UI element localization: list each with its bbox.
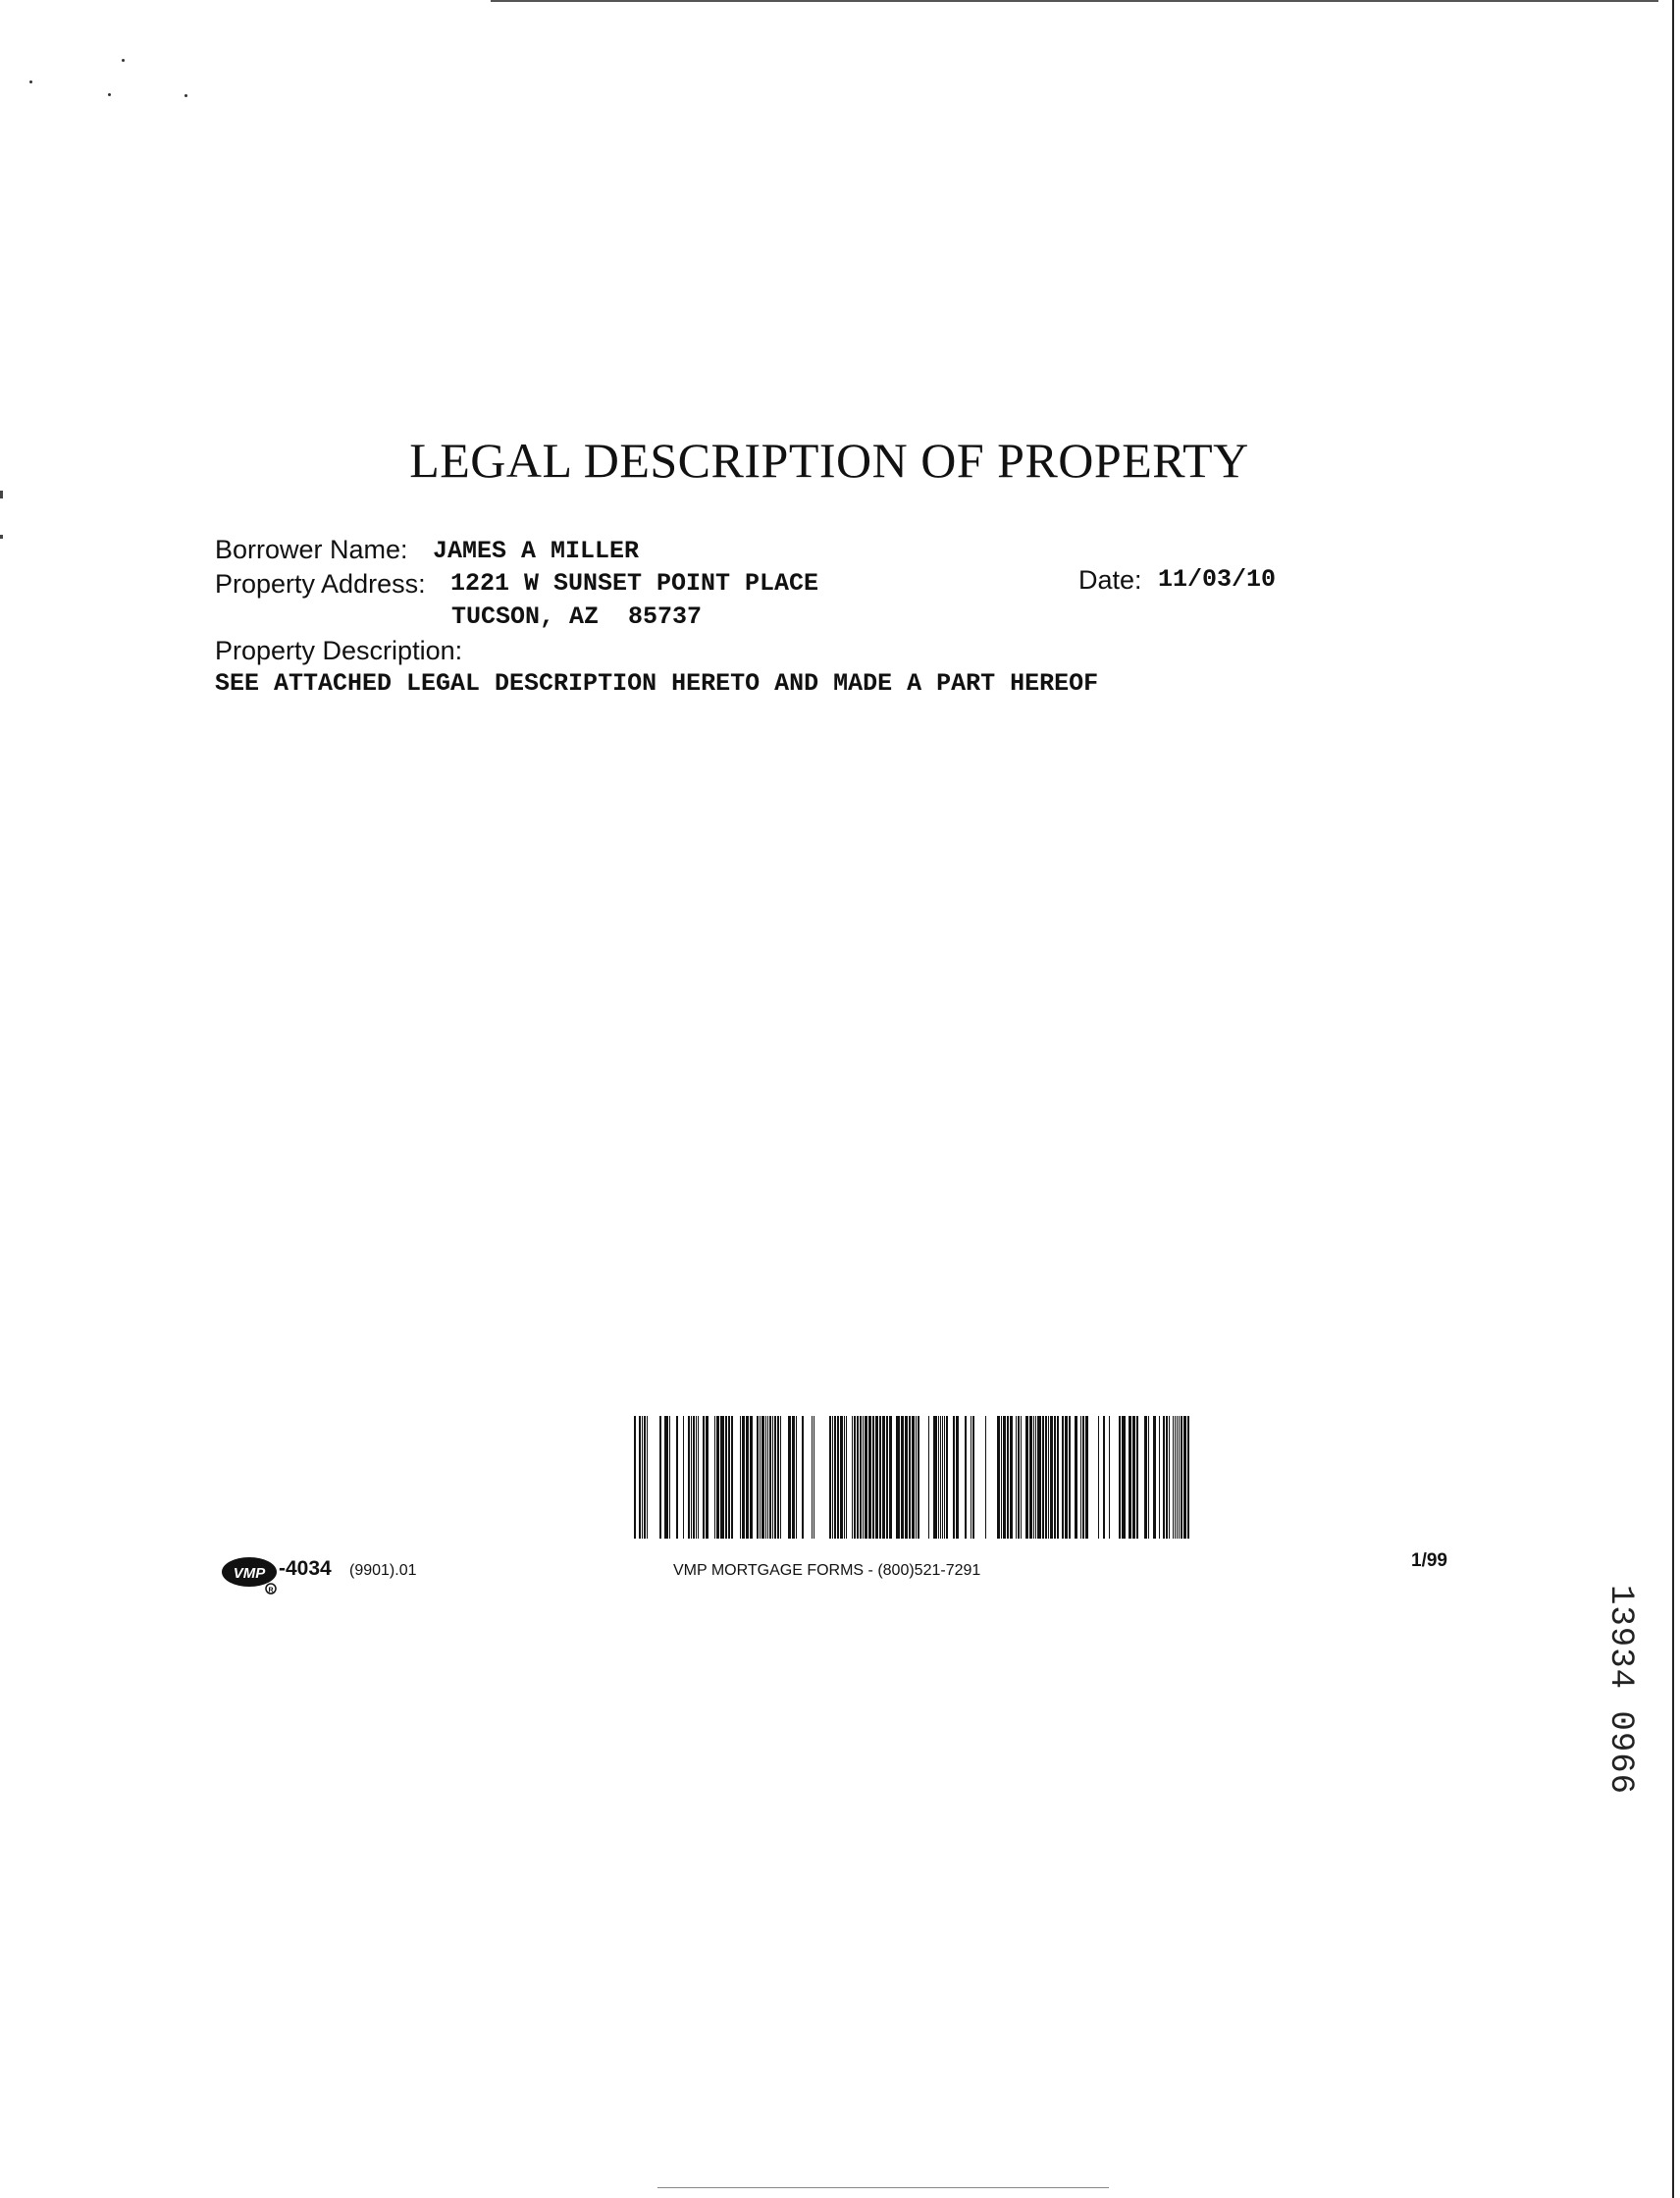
barcode bbox=[632, 1416, 1194, 1539]
page-title: LEGAL DESCRIPTION OF PROPERTY bbox=[409, 433, 1249, 488]
scan-edge-top bbox=[491, 0, 1658, 2]
recording-stamp: 13934 0966 bbox=[1601, 1585, 1639, 1796]
vmp-logo-icon bbox=[220, 1555, 281, 1595]
date-value: 11/03/10 bbox=[1158, 565, 1277, 594]
scan-mark bbox=[0, 535, 3, 539]
scan-speck bbox=[108, 93, 111, 96]
date-label: Date: bbox=[1078, 565, 1142, 595]
property-address-line2: TUCSON, AZ 85737 bbox=[451, 602, 703, 631]
form-code: (9901).01 bbox=[349, 1562, 417, 1579]
scan-edge-bottom bbox=[657, 2187, 1109, 2188]
publisher-info: VMP MORTGAGE FORMS - (800)521-7291 bbox=[673, 1562, 981, 1579]
svg-text:R: R bbox=[268, 1587, 274, 1595]
scan-speck bbox=[29, 80, 32, 83]
borrower-name-value: JAMES A MILLER bbox=[433, 537, 640, 565]
property-description-label: Property Description: bbox=[215, 636, 463, 665]
scan-speck bbox=[184, 94, 187, 97]
borrower-name-label: Borrower Name: bbox=[215, 535, 408, 564]
property-address-line1: 1221 W SUNSET POINT PLACE bbox=[450, 569, 819, 598]
property-address-label: Property Address: bbox=[215, 569, 426, 599]
property-description-text: SEE ATTACHED LEGAL DESCRIPTION HERETO AND MADE A PART HEREOF bbox=[215, 669, 1099, 698]
scan-mark bbox=[0, 491, 3, 498]
scan-edge-right bbox=[1672, 0, 1674, 2198]
form-revision: 1/99 bbox=[1411, 1550, 1447, 1571]
svg-text:VMP: VMP bbox=[233, 1565, 266, 1582]
scan-speck bbox=[122, 59, 125, 62]
form-number: -4034 bbox=[279, 1557, 332, 1580]
